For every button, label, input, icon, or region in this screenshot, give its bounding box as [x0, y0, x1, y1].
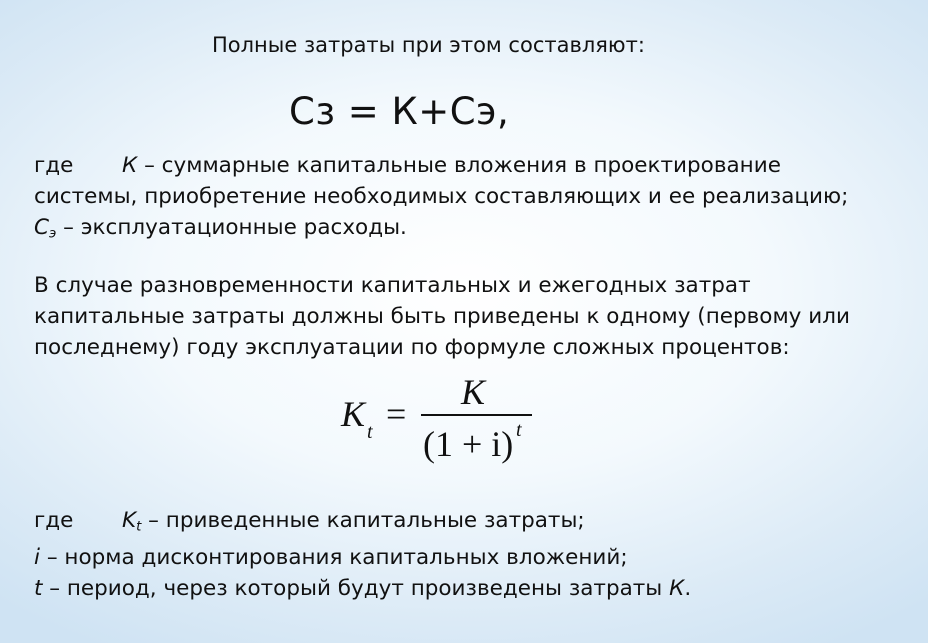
where-label: где: [34, 153, 74, 178]
slide-heading: Полные затраты при этом составляют:: [212, 33, 645, 57]
c-definition: – эксплуатационные расходы.: [56, 215, 407, 240]
i-symbol: i: [34, 545, 40, 571]
definitions-block-2: [34, 505, 691, 604]
k-definition: – суммарные капитальные вложения в проектирование: [137, 153, 781, 178]
total-cost-formula: Сз = К+Сэ,: [289, 90, 510, 133]
formula-lhs-k: K: [341, 394, 366, 434]
t-definition: – период, через который будут произведены затраты: [42, 576, 670, 602]
discount-paragraph: [34, 270, 850, 363]
paragraph-line: капитальные затраты должны быть приведены к одному (первому или: [34, 304, 850, 329]
definitions-block-1: [34, 150, 848, 249]
t-end-dot: .: [684, 576, 692, 602]
def-t-line: [34, 573, 691, 604]
formula-denominator: (1 + i): [423, 424, 514, 464]
c-subscript: э: [49, 226, 57, 242]
where-label: где: [34, 508, 74, 533]
kt-definition: – приведенные капитальные затраты;: [141, 508, 585, 533]
c-symbol: С: [34, 215, 50, 240]
paragraph-line: В случае разновременности капитальных и ежегодных затрат: [34, 273, 751, 298]
def-c-line: [34, 212, 848, 249]
k-symbol: К: [122, 153, 138, 178]
kt-symbol: K: [122, 508, 137, 533]
def-k-line-cont: системы, приобретение необходимых составляющих и ее реализацию;: [34, 184, 849, 209]
paragraph-line: последнему) году эксплуатации по формуле сложных процентов:: [34, 335, 790, 360]
i-definition: – норма дисконтирования капитальных вложений;: [39, 545, 628, 571]
formula-exponent: t: [516, 419, 522, 441]
kt-subscript: t: [136, 519, 142, 535]
def-kt-line: [34, 505, 691, 542]
formula-numerator: K: [461, 372, 486, 412]
def-i-line: [34, 542, 691, 573]
formula-equals: =: [386, 394, 407, 434]
def-k-line: [34, 150, 848, 181]
t-end-symbol: К: [669, 576, 685, 602]
fraction-bar: [421, 414, 532, 416]
formula-lhs-subscript: t: [367, 421, 373, 443]
t-symbol: t: [34, 576, 43, 602]
